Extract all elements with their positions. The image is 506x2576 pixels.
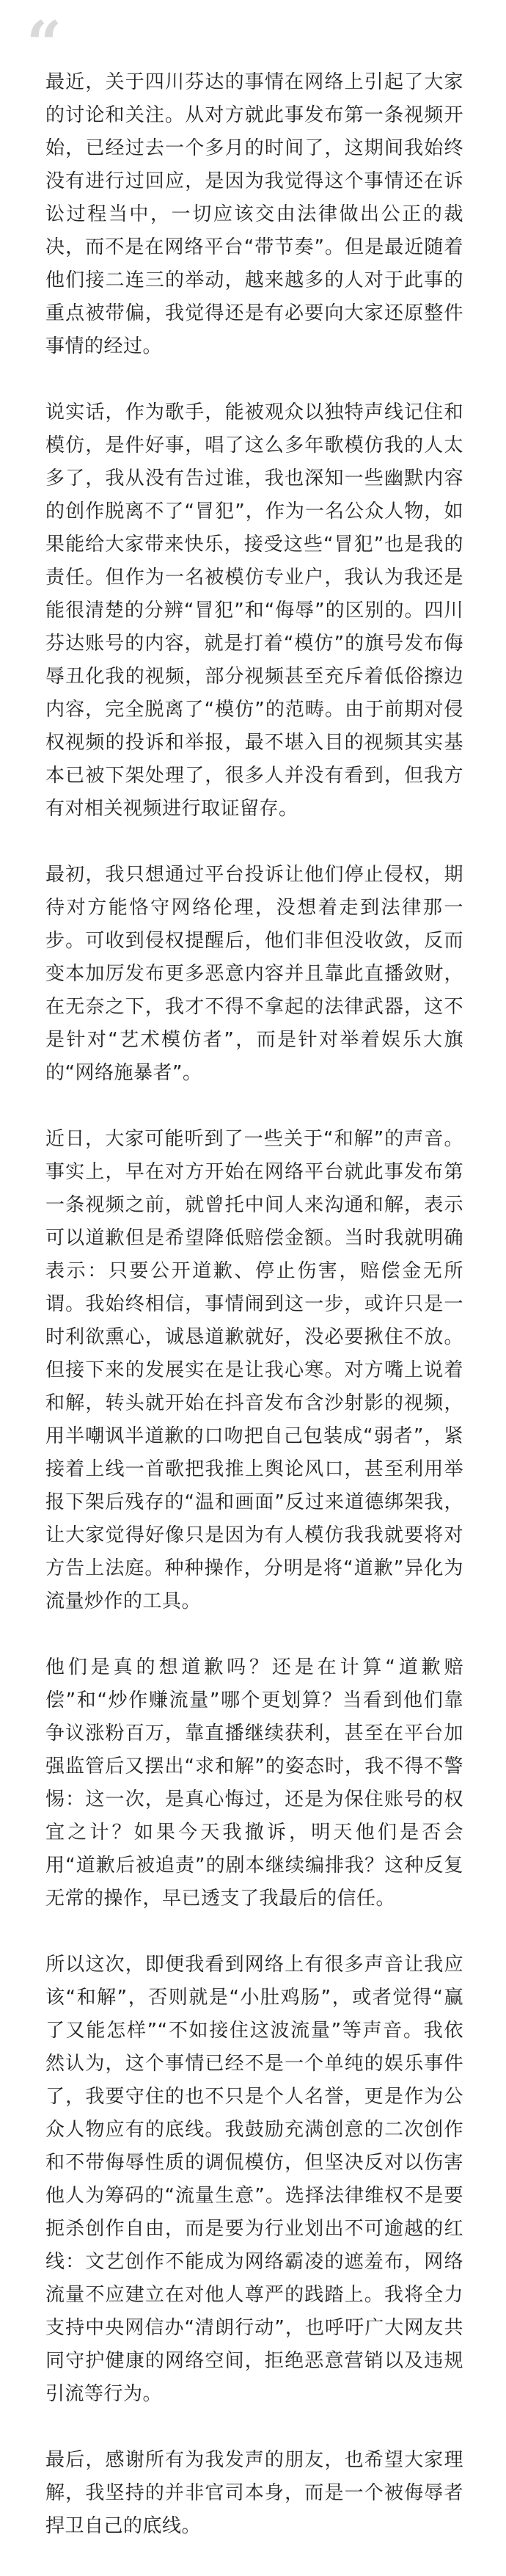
paragraph-6: 所以这次，即便我看到网络上有很多声音让我应该“和解”，否则就是“小肚鸡肠”，或者觉得“赢了又能怎样”“不如接住这波流量”等声音。我依然认为，这个事情已经不是一个单纯的娱乐事件了，我要守住的也不只是个人名誉，更是作为公众人物应有的底线。我鼓励充满创意的二次创作和不带侮辱性质的调侃模仿，但坚决反对以伤害他人为筹码的“流量生意”。选择法律维权不是要扼杀创作自由，而是要为行业划出不可逾越的红线：文艺创作不能成为网络霸凌的遮羞布，网络流量不应建立在对他人尊严的践踏上。我将全力支持中央网信办“清朗行动”，也呼吁广大网友共同守护健康的网络空间，拒绝恶意营销以及违规引流等行为。 — [45, 1954, 463, 2405]
paragraph-7: 最后，感谢所有为我发声的朋友，也希望大家理解，我坚持的并非官司本身，而是一个被侮辱者捍卫自己的底线。 — [45, 2449, 463, 2537]
article-body — [45, 66, 463, 2576]
paragraph-1: 最近，关于四川芬达的事情在网络上引起了大家的讨论和关注。从对方就此事发布第一条视频开始，已经过去一个多月的时间了，这期间我始终没有进行过回应，是因为我觉得这个事情还在诉讼过程当中，一切应该交由法律做出公正的裁决，而不是在网络平台“带节奏”。但是最近随着他们接二连三的举动，越来越多的人对于此事的重点被带偏，我觉得还是有必要向大家还原整件事情的经过。 — [45, 71, 463, 357]
paragraph-2: 说实话，作为歌手，能被观众以独特声线记住和模仿，是件好事，唱了这么多年歌模仿我的人太多了，我从没有告过谁，我也深知一些幽默内容的创作脱离不了“冒犯”，作为一名公众人物，如果能给大家带来快乐，接受这些“冒犯”也是我的责任。但作为一名被模仿专业户，我认为我还是能很清楚的分辨“冒犯”和“侮辱”的区别的。四川芬达账号的内容，就是打着“模仿”的旗号发布侮辱丑化我的视频，部分视频甚至充斥着低俗擦边内容，完全脱离了“模仿”的范畴。由于前期对侵权视频的投诉和举报，最不堪入目的视频其实基本已被下架处理了，很多人并没有看到，但我方有对相关视频进行取证留存。 — [45, 401, 463, 820]
paragraph-5: 他们是真的想道歉吗？还是在计算“道歉赔偿”和“炒作赚流量”哪个更划算？当看到他们靠争议涨粉百万，靠直播继续获利，甚至在平台加强监管后又摆出“求和解”的姿态时，我不得不警惕：这一次，是真心悔过，还是为保住账号的权宜之计？如果今天我撤诉，明天他们是否会用“道歉后被追责”的剧本继续编排我？这种反复无常的操作，早已透支了我最后的信任。 — [45, 1656, 463, 1910]
open-quote-icon: “ — [26, 7, 62, 80]
paragraph-4: 近日，大家可能听到了一些关于“和解”的声音。事实上，早在对方开始在网络平台就此事发布第一条视频之前，就曾托中间人来沟通和解，表示可以道歉但是希望降低赔偿金额。当时我就明确表示：只要公开道歉、停止伤害，赔偿金无所谓。我始终相信，事情闹到这一步，或许只是一时利欲熏心，诚恳道歉就好，没必要揪住不放。但接下来的发展实在是让我心寒。对方嘴上说着和解，转头就开始在抖音发布含沙射影的视频，用半嘲讽半道歉的口吻把自己包装成“弱者”，紧接着上线一首歌把我推上舆论风口，甚至利用举报下架后残存的“温和画面”反过来道德绑架我，让大家觉得好像只是因为有人模仿我我就要将对方告上法庭。种种操作，分明是将“道歉”异化为流量炒作的工具。 — [45, 1128, 463, 1612]
paragraph-3: 最初，我只想通过平台投诉让他们停止侵权，期待对方能恪守网络伦理，没想着走到法律那一步。可收到侵权提醒后，他们非但没收敛，反而变本加厉发布更多恶意内容并且靠此直播敛财，在无奈之下，我才不得不拿起的法律武器，这不是针对“艺术模仿者”，而是针对举着娱乐大旗的“网络施暴者”。 — [45, 864, 463, 1084]
